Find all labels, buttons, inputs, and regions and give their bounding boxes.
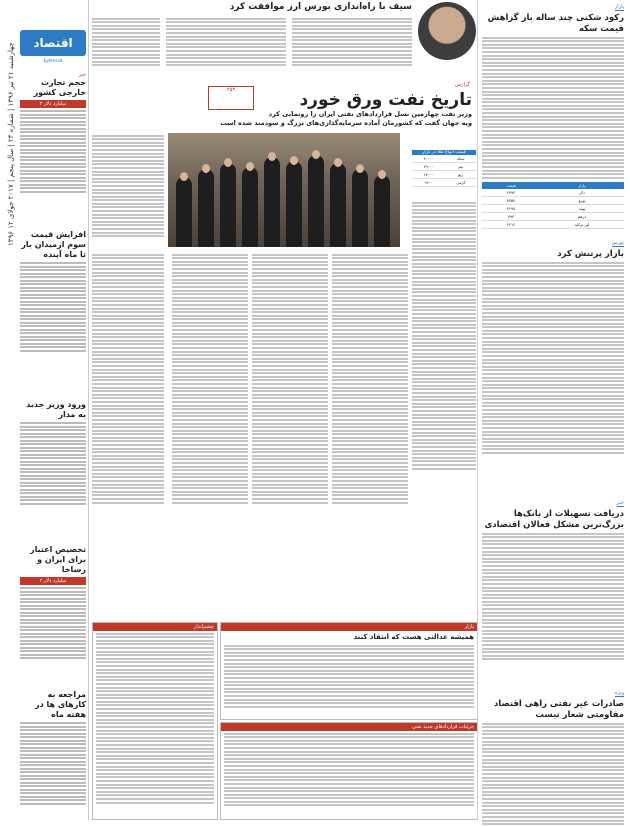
main-area (92, 0, 476, 820)
brief-highlight: ۲ میلیارد دلار (20, 577, 86, 585)
right-story-headline: صادرات غیر نفتی راهی اقتصاد مقاومتی شعار نیست (493, 699, 624, 720)
brief-item (20, 545, 86, 661)
lead-text-column (252, 252, 328, 505)
brief-headline: افزایش قیمت سوم ازمیدان بار تا ماه آینده (21, 230, 86, 259)
right-story-tag: بازار (614, 4, 624, 10)
gold-price-title: قیمت انواع طلا در بازار (412, 150, 476, 155)
right-story-headline: رکود شکنی چند ساله باز گزاهش قیمت سکه (487, 13, 624, 34)
right-story-tag: ویژه (614, 690, 624, 696)
brief-headline: تخصیص اعتبار برای ایران و رساخا (30, 545, 86, 574)
lead-text-column (172, 252, 248, 505)
right-column (477, 0, 628, 820)
brief-item (20, 690, 86, 806)
table-row: ۴۰۰۰۰ سکه (412, 155, 476, 163)
right-story (482, 4, 624, 229)
table-row: ۴۶۹۸ پوند (482, 204, 624, 212)
lead-subhead (142, 110, 472, 128)
right-story-tag: بورس (611, 240, 624, 246)
bottom-box-text (221, 645, 477, 708)
lead-photo (168, 133, 400, 247)
section-brand: اقتصاد (20, 30, 86, 56)
right-story (482, 500, 624, 662)
brief-headline: مراجعه به کارهای ها در هفته ماه (35, 690, 86, 719)
top-story-text (166, 16, 286, 68)
lead-text-column (92, 252, 164, 505)
issue-info: ۱۳۹۶ چهارشنبه ۲۱ تیر ۱۳۹۶ | شماره ۲۴ | سال پنجم | ۲۰۱۷ جولای ۱۲ (7, 42, 15, 246)
bottom-box-text (93, 633, 217, 804)
portrait-photo (418, 2, 476, 60)
brief-text (20, 262, 86, 352)
lead-subhead-line: وزیر نفت چهارمین نسل قراردادهای نفتی ایران را رونمایی کرد (268, 110, 472, 118)
gold-price-table (412, 155, 476, 187)
brief-item (20, 230, 86, 353)
lead-kicker: گزارش (454, 82, 470, 88)
promo-sticker: ۲۵۳ (208, 86, 254, 110)
right-story-tag: خبر (616, 500, 624, 506)
brief-item (20, 72, 86, 194)
bottom-box-text (221, 733, 477, 807)
brief-text (20, 110, 86, 193)
bottom-box (220, 722, 478, 820)
bottom-box-label: بازار (221, 623, 477, 631)
table-row: ۲۹۰۰۰ نیم (412, 163, 476, 171)
right-story-text (482, 37, 624, 179)
currency-table: قیمت بازار ۲۷۹۲ دلار ۳۷۵۴ یورو ۴۶۹۸ پوند ۷۹۴ درهم ۲۲۱۲ لیر ترکیه (482, 182, 624, 229)
lead-subhead-line: ویه جهان گفت که کشورمان آماده سرمایه‌گذاری‌های بزرگ و سودمند شده است (220, 119, 472, 127)
table-row: ۷۹۴ درهم (482, 212, 624, 220)
lead-text-column (332, 252, 408, 505)
right-story (482, 690, 624, 827)
gold-price-box (412, 150, 476, 187)
lead-text-column (92, 133, 164, 239)
right-story (482, 240, 624, 456)
brief-text (20, 722, 86, 805)
top-story-headline: سیف با راه‌اندازی بورس ارز موافقت کرد (229, 2, 412, 12)
brief-text (20, 422, 86, 505)
table-row: ۳۷۵۴ یورو (482, 196, 624, 204)
brief-kicker: خبر (78, 72, 86, 78)
right-story-text (482, 533, 624, 661)
table-row: ۹۶۰۰ گرمی (412, 179, 476, 187)
bottom-box-headline: همیشه عدالتی هست که انتقاد کنند (353, 633, 474, 641)
right-story-headline: دریافت تسهیلات از بانک‌ها بزرگ‌ترین مشکل فعالان اقتصادی (484, 509, 624, 530)
section-brand-sub: Eghtesad (43, 58, 63, 63)
lead-text-column (412, 200, 476, 471)
top-story (92, 0, 476, 80)
table-row: ۱۷۰۰۰ ربع (412, 171, 476, 179)
table-row: ۲۲۱۲ لیر ترکیه (482, 220, 624, 228)
bottom-box-label: چشم‌انداز (93, 623, 217, 631)
right-story-text (482, 262, 624, 454)
brief-headline: حجم تجارت خارجی کشور (33, 78, 86, 97)
top-story-text (292, 16, 412, 68)
lead-headline: تاریخ نفت ورق خورد (299, 90, 472, 110)
right-story-headline: بازار پرتنش کرد (557, 249, 624, 259)
right-story-text (482, 723, 624, 826)
table-row: ۲۷۹۲ دلار (482, 189, 624, 197)
brief-headline: ورود وزیر جدید به مدار (26, 400, 86, 419)
top-story-text (92, 16, 160, 68)
left-strip (0, 0, 89, 820)
bottom-box (92, 622, 218, 820)
brief-item (20, 400, 86, 506)
brief-highlight: ۳ میلیارد دلار (20, 100, 86, 108)
bottom-box (220, 622, 478, 720)
brief-text (20, 587, 86, 659)
bottom-box-label: جزئیات قراردادهای جدید نفتی (221, 723, 477, 731)
